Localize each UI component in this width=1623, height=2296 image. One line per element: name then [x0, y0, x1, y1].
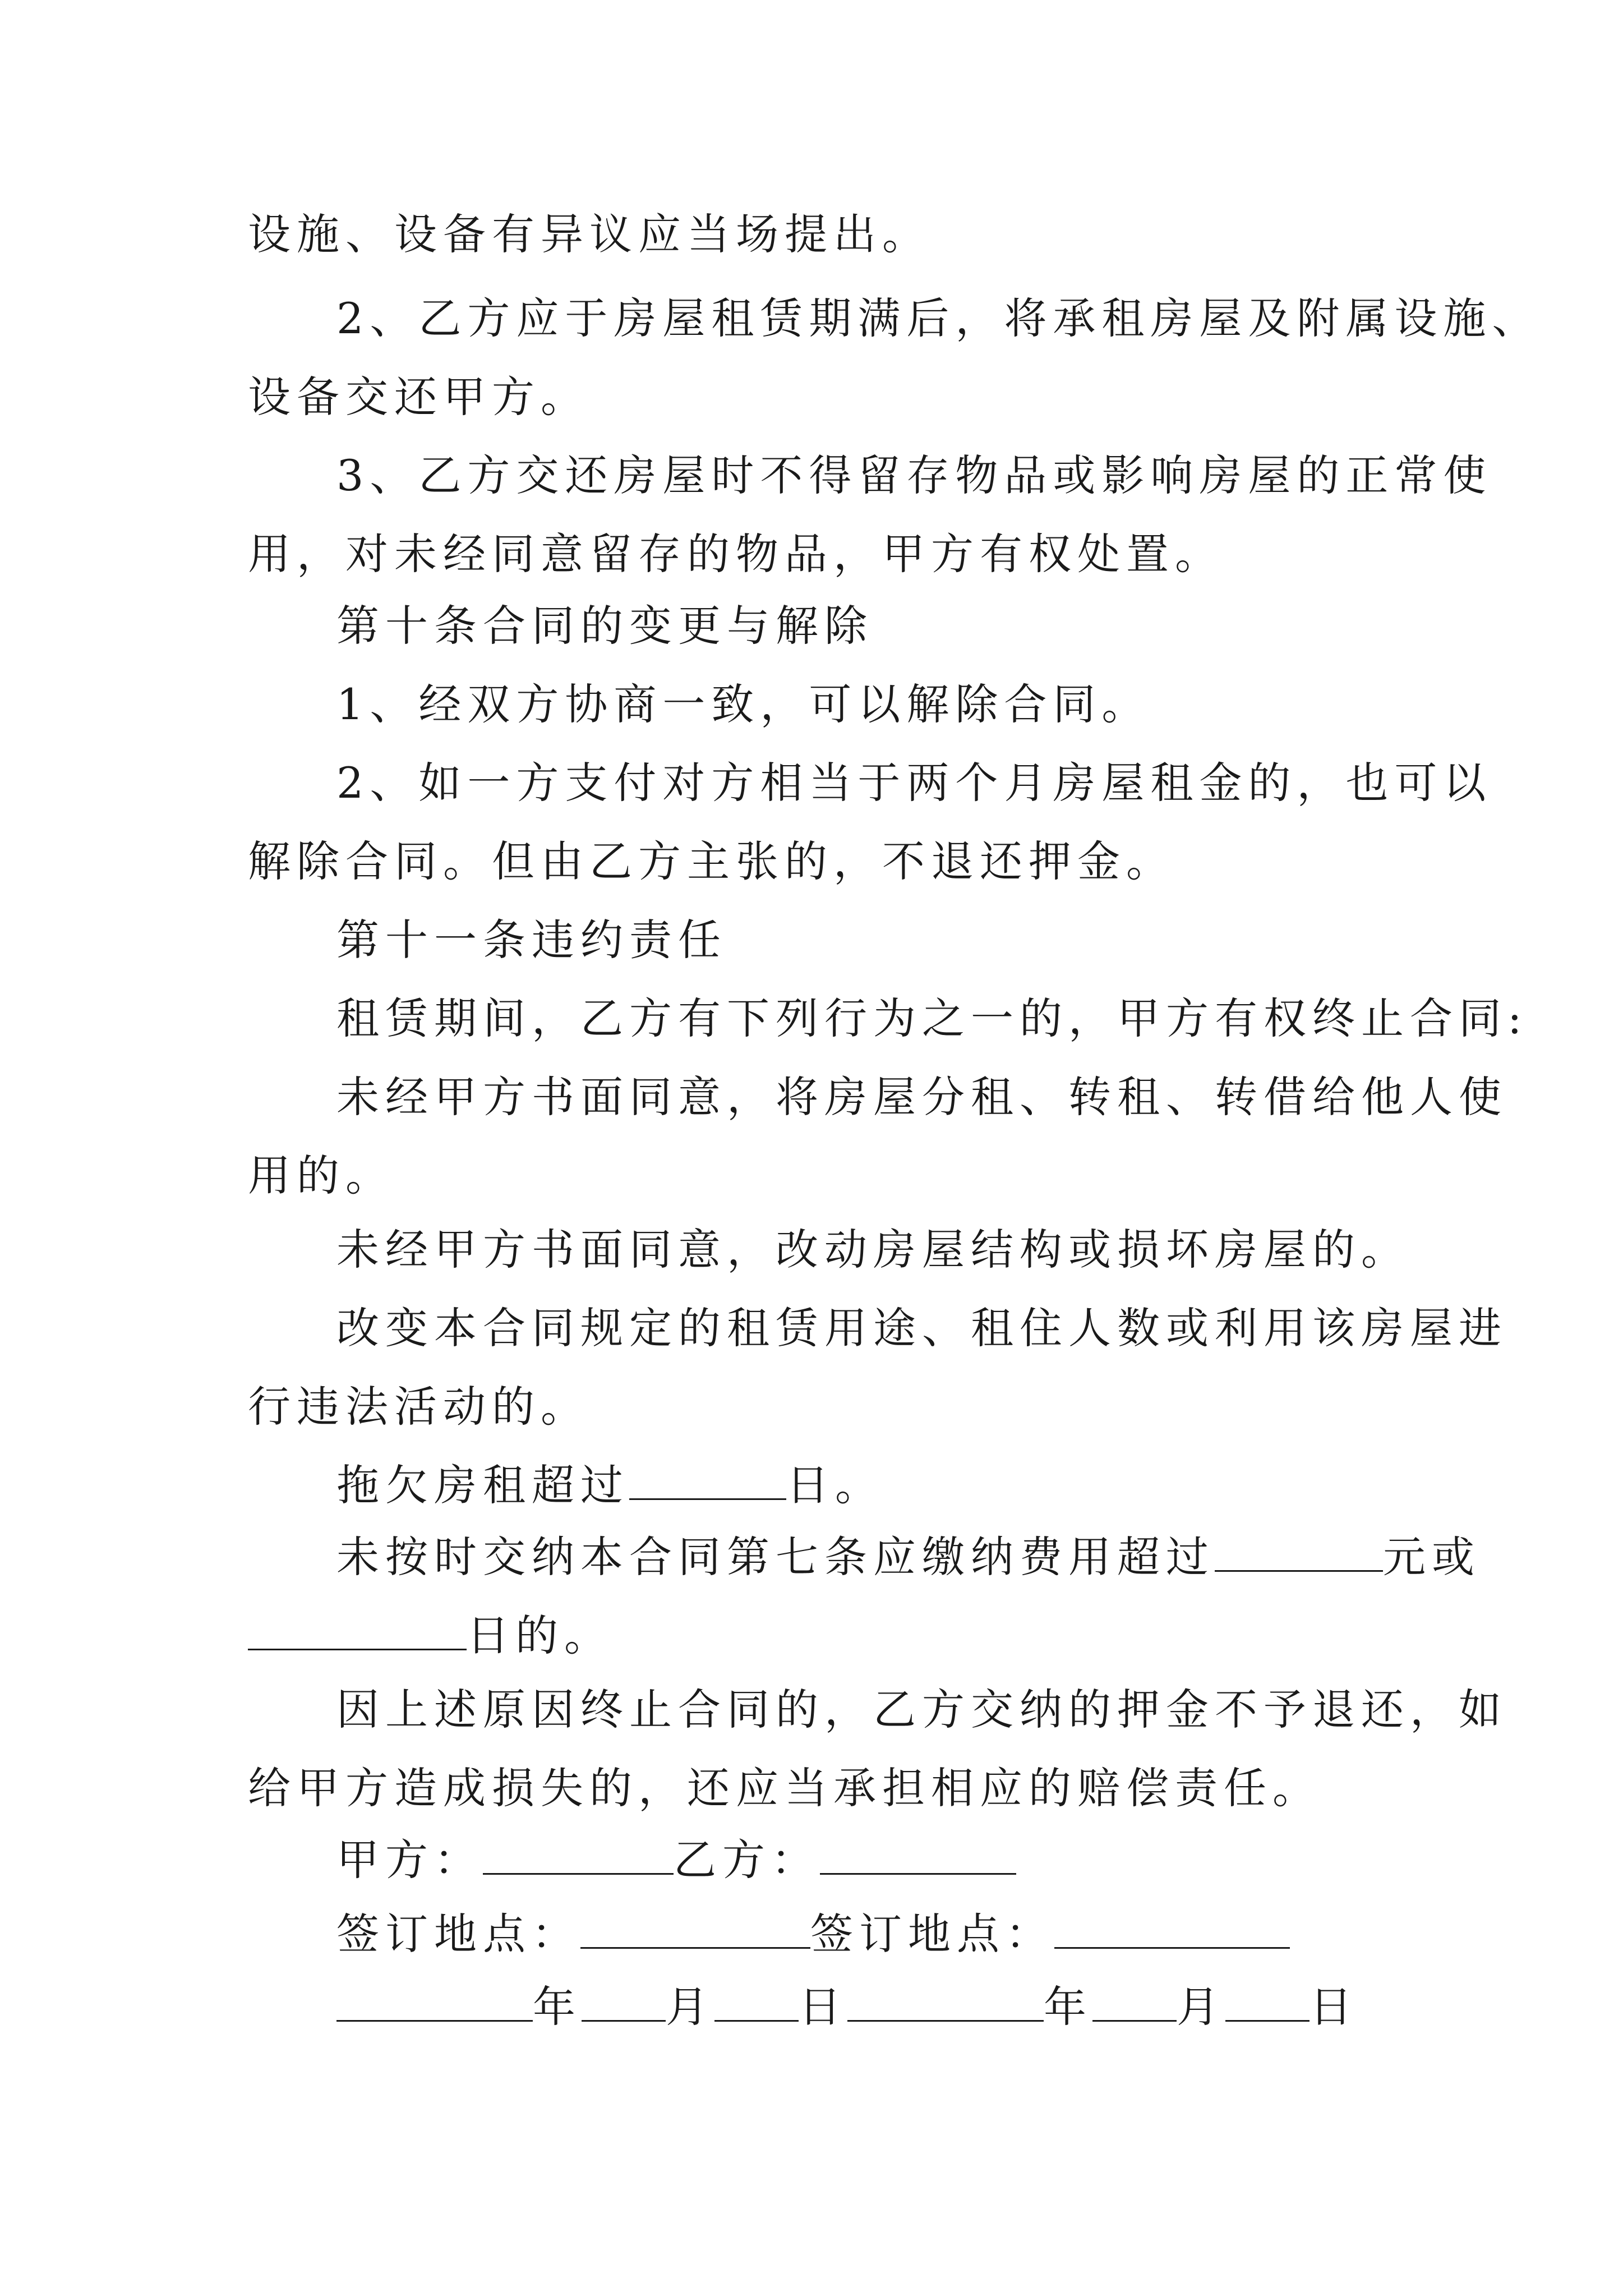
text-line: 设施、设备有异议应当场提出。: [248, 209, 931, 259]
sign-place-a-blank[interactable]: [580, 1908, 810, 1949]
sign-place-b-label: 签订地点：: [810, 1909, 1054, 1959]
text-line: 3、乙方交还房屋时不得留存物品或影响房屋的正常使: [336, 450, 1492, 500]
month-b-blank[interactable]: [1092, 1981, 1177, 2022]
sign-place-line: [336, 1907, 1392, 1961]
text-line: 2、如一方支付对方相当于两个月房屋租金的，也可以: [336, 758, 1492, 808]
text-line: 2、乙方应于房屋租赁期满后，将承租房屋及附属设施、: [336, 293, 1541, 343]
month-b-label: 月: [1177, 1982, 1225, 2032]
text-line: 行违法活动的。: [248, 1382, 589, 1432]
fees-line-cont: [248, 1609, 1392, 1663]
day-b-label: 日: [1310, 1982, 1358, 2032]
arrears-suffix: 日。: [786, 1460, 884, 1510]
sign-place-b-blank[interactable]: [1054, 1908, 1290, 1949]
party-b-label: 乙方：: [674, 1835, 820, 1885]
year-a-blank[interactable]: [336, 1981, 533, 2022]
text-line: 解除合同。但由乙方主张的，不退还押金。: [248, 836, 1175, 886]
day-b-blank[interactable]: [1225, 1981, 1310, 2022]
text-line: 用，对未经同意留存的物品，甲方有权处置。: [248, 529, 1224, 579]
fees-prefix: 未按时交纳本合同第七条应缴纳费用超过: [336, 1532, 1215, 1582]
date-line: [336, 1980, 1392, 2034]
fees-days-blank[interactable]: [248, 1609, 467, 1650]
party-b-blank[interactable]: [820, 1834, 1016, 1875]
fees-line: [336, 1530, 1481, 1584]
text-line: 给甲方造成损失的，还应当承担相应的赔偿责任。: [248, 1763, 1321, 1813]
fees-amount-blank[interactable]: [1215, 1531, 1383, 1572]
fees-suffix: 日的。: [467, 1611, 613, 1660]
day-a-label: 日: [799, 1982, 847, 2032]
parties-line: [336, 1833, 1392, 1887]
text-line: 未经甲方书面同意，将房屋分租、转租、转借给他人使: [336, 1072, 1507, 1122]
text-line: 1、经双方协商一致，可以解除合同。: [336, 679, 1151, 729]
section-heading: 第十条合同的变更与解除: [336, 601, 873, 651]
year-b-label: 年: [1044, 1982, 1092, 2032]
text-line: 未经甲方书面同意，改动房屋结构或损坏房屋的。: [336, 1225, 1410, 1274]
party-a-label: 甲方：: [336, 1835, 483, 1885]
fees-mid: 元或: [1383, 1532, 1481, 1582]
section-heading: 第十一条违约责任: [336, 915, 727, 965]
text-line: 租赁期间，乙方有下列行为之一的，甲方有权终止合同:: [336, 993, 1528, 1043]
day-a-blank[interactable]: [714, 1981, 799, 2022]
arrears-line: [336, 1458, 1392, 1512]
arrears-prefix: 拖欠房租超过: [336, 1460, 629, 1510]
year-b-blank[interactable]: [847, 1981, 1044, 2022]
month-a-label: 月: [666, 1982, 714, 2032]
sign-place-a-label: 签订地点：: [336, 1909, 580, 1959]
text-line: 改变本合同规定的租赁用途、租住人数或利用该房屋进: [336, 1303, 1507, 1353]
arrears-days-blank[interactable]: [629, 1459, 786, 1500]
year-a-label: 年: [533, 1982, 582, 2032]
text-line: 设备交还甲方。: [248, 372, 589, 422]
text-line: 用的。: [248, 1151, 394, 1200]
text-line: 因上述原因终止合同的，乙方交纳的押金不予退还，如: [336, 1685, 1507, 1734]
party-a-blank[interactable]: [483, 1834, 674, 1875]
month-a-blank[interactable]: [582, 1981, 666, 2022]
